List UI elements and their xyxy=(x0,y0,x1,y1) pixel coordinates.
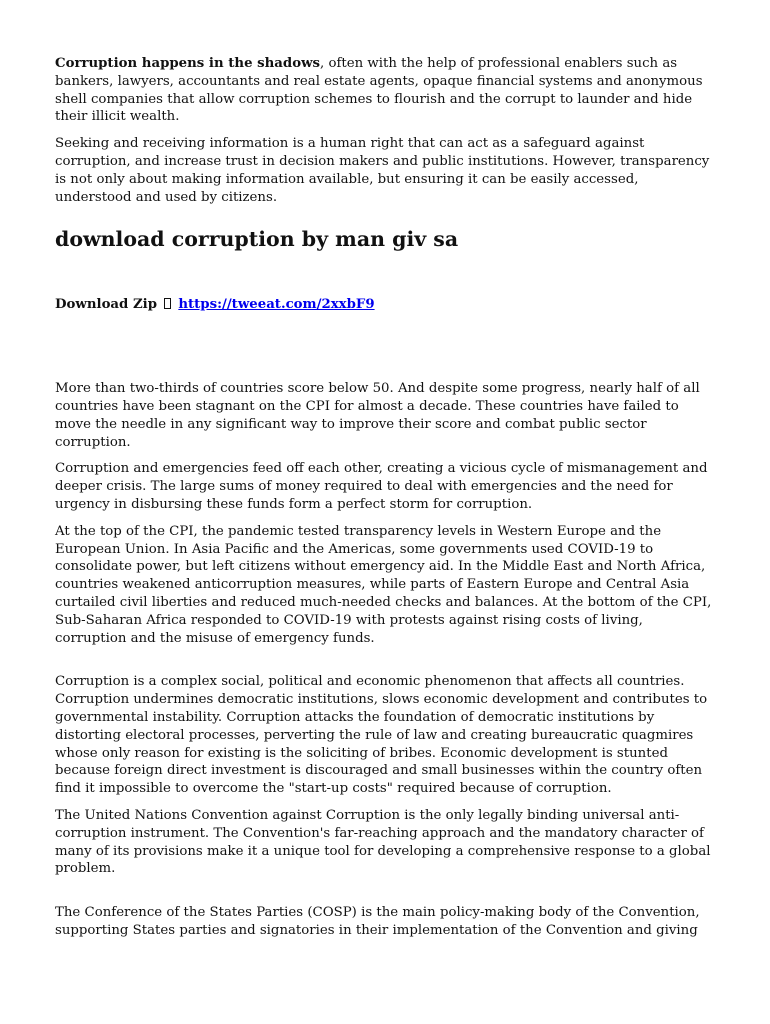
page-heading: download corruption by man giv sa xyxy=(55,227,459,252)
intro-paragraph-2: Seeking and receiving information is a human right that can act as a safeguard against corruption, and increase trust in decision makers and public institutions. However, transparency is not only about making information available, but ensuring it can be easily accessed, understood and used by citizens. xyxy=(55,136,710,205)
download-label: Download Zip xyxy=(55,297,158,313)
body-paragraph-6: The Conference of the States Parties (COSP) is the main policy-making body of the Convention, supporting States parties and signatories in their implementation of the Convention and giving xyxy=(55,905,700,938)
body-paragraph-1: More than two-thirds of countries score below 50. And despite some progress, nearly half of all countries have been stagnant on the CPI for almost a decade. These countries have failed to move the needle in any significant way to improve their score and combat public sector corruption. xyxy=(55,381,700,450)
intro-lead-bold: Corruption happens in the shadows xyxy=(55,56,321,71)
body-paragraph-4: Corruption is a complex social, political and economic phenomenon that affects all countries. Corruption undermines democratic institutions, slows economic development and contributes to governmental instability. Corruption attacks the foundation of democratic institutions by distorting electoral processes, perverting the rule of law and creating bureaucratic quagmires whose only reason for existing is the soliciting of bribes. Economic development is stunted because foreign direct investment is discouraged and small businesses within the country often find it impossible to overcome the "start-up costs" required because of corruption. xyxy=(55,674,708,797)
download-link[interactable]: https://tweeat.com/2xxbF9 xyxy=(178,297,375,313)
missing-glyph-icon xyxy=(164,298,171,309)
body-paragraph-3: At the top of the CPI, the pandemic tested transparency levels in Western Europe and the European Union. In Asia Pacific and the Americas, some governments used COVID-19 to consolidate power, but left citizens without emergency aid. In the Middle East and North Africa, countries weakened anticorruption measures, while parts of Eastern Europe and Central Asia curtailed civil liberties and reduced much-needed checks and balances. At the bottom of the CPI, Sub-Saharan Africa responded to COVID-19 with protests against rising costs of living, corruption and the misuse of emergency funds. xyxy=(55,523,712,646)
body-paragraph-2: Corruption and emergencies feed off each other, creating a vicious cycle of mismanagement and deeper crisis. The large sums of money required to deal with emergencies and the need for urgency in disbursing these funds form a perfect storm for corruption. xyxy=(55,461,708,512)
document-page xyxy=(55,55,715,940)
intro-lead-rest: , often with the help of professional enablers such as bankers, lawyers, accountants and real estate agents, opaque financial systems and anonymous shell companies that allow corruption schemes to flourish and the corrupt to launder and hide their illicit wealth. xyxy=(55,56,703,125)
body-paragraph-5: The United Nations Convention against Corruption is the only legally binding universal anti-corruption instrument. The Convention's far-reaching approach and the mandatory character of many of its provisions make it a unique tool for developing a comprehensive response to a global problem. xyxy=(55,807,711,877)
download-line xyxy=(55,296,715,314)
intro-paragraph-1 xyxy=(55,55,715,126)
